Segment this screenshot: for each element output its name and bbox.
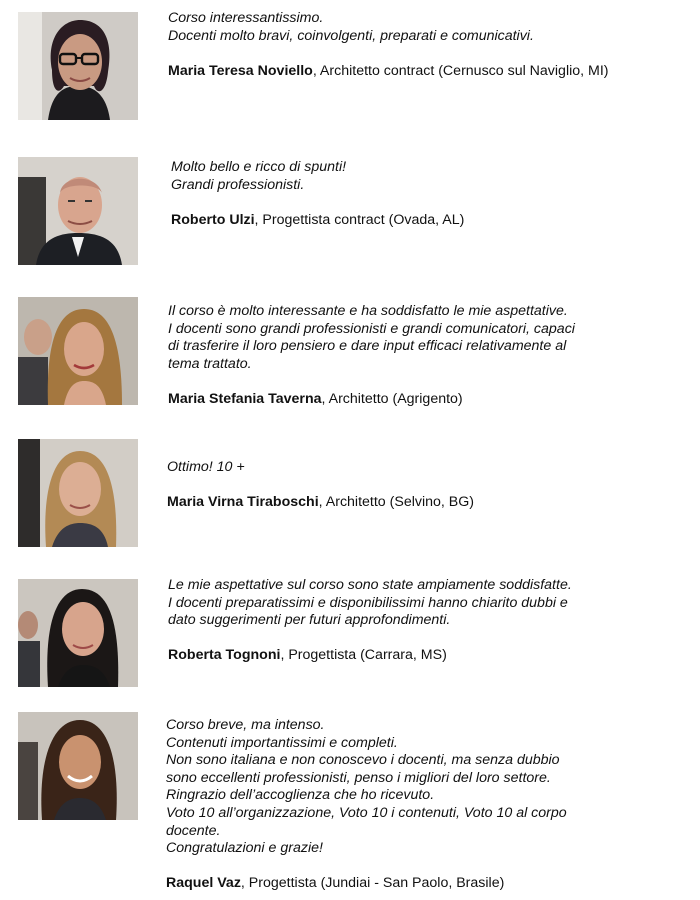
portrait-photo <box>18 579 138 687</box>
testimonial-quote: Ottimo! 10 + <box>167 459 245 475</box>
author-role: , Architetto (Agrigento) <box>321 390 463 407</box>
testimonial-author <box>168 63 668 81</box>
author-name: Maria Virna Tiraboschi <box>167 494 319 511</box>
author-name: Raquel Vaz <box>166 875 241 892</box>
portrait-photo <box>18 12 138 120</box>
testimonial-author <box>171 212 671 230</box>
testimonial-author <box>167 494 667 512</box>
author-name: Maria Stefania Taverna <box>168 390 322 407</box>
testimonial-quote: Molto bello e ricco di spunti! Grandi professionisti. <box>171 159 347 193</box>
portrait-photo <box>18 439 138 547</box>
testimonial-quote: Le mie aspettative sul corso sono state ampiamente soddisfatte. I docenti preparatissimi e disponibilissimi hanno chiarito dubbi e dato suggerimenti per futuri approfondimenti. <box>168 577 572 629</box>
testimonial-quote: Corso breve, ma intenso. Contenuti importantissimi e completi. Non sono italiana e non conoscevo i docenti, ma senza dubbio sono eccellenti professionisti, penso i migliori del loro settore. Ringrazio dell’accoglienza che ho ricevuto. Voto 10 all’organizzazione, Voto 10 i contenuti, Voto 10 al corpo docente. Congratulazioni e grazie! <box>166 717 567 857</box>
author-name: Roberto Ulzi <box>171 211 255 228</box>
author-name: Maria Teresa Noviello <box>168 62 313 79</box>
portrait-photo <box>18 157 138 265</box>
author-role: , Architetto contract (Cernusco sul Naviglio, MI) <box>312 62 609 79</box>
testimonial-author <box>166 875 666 893</box>
portrait-photo <box>18 297 138 405</box>
testimonial-author <box>168 391 668 409</box>
author-role: , Progettista (Jundiai - San Paolo, Brasile) <box>240 875 505 892</box>
author-role: , Progettista (Carrara, MS) <box>280 647 447 664</box>
author-role: , Architetto (Selvino, BG) <box>318 494 474 511</box>
testimonial-quote: Corso interessantissimo. Docenti molto bravi, coinvolgenti, preparati e comunicativi. <box>168 10 534 44</box>
testimonial-author <box>168 647 668 665</box>
author-role: , Progettista contract (Ovada, AL) <box>254 211 465 228</box>
author-name: Roberta Tognoni <box>168 647 281 664</box>
portrait-photo <box>18 712 138 820</box>
testimonial-quote: Il corso è molto interessante e ha soddisfatto le mie aspettative. I docenti sono grandi professionisti e grandi comunicatori, capaci di trasferire il loro pensiero e dare input efficaci relativamente al tema trattato. <box>168 303 575 372</box>
